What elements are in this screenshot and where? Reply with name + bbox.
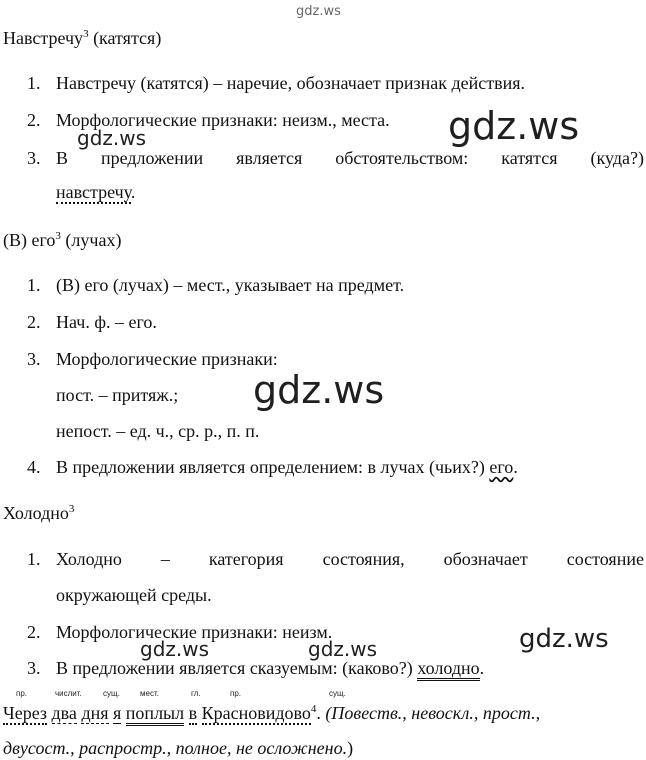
watermark-large: gdz.ws xyxy=(448,104,580,148)
watermark-medium: gdz.ws xyxy=(519,624,609,654)
item-text: В предложении является определением: в лучах (чьих?) xyxy=(56,457,490,477)
sentence-sup: 4 xyxy=(310,703,317,715)
list-item-continuation: окружающей среды. xyxy=(56,585,212,605)
section2-heading xyxy=(3,229,121,251)
word: состояние xyxy=(566,549,644,569)
sentence-analysis: (Повеств., невоскл., прост., xyxy=(325,703,541,723)
pos-tag: гл. xyxy=(191,689,201,698)
item-text: В предложении является сказуемым: (каково?) xyxy=(56,658,418,678)
heading-sup: 3 xyxy=(83,28,89,40)
list-item-continuation: непост. – ед. ч., ср. р., п. п. xyxy=(56,421,260,441)
list-number: 4. xyxy=(27,457,41,477)
pos-tag: сущ. xyxy=(103,689,120,698)
underlined-word: холодно xyxy=(417,658,479,681)
pos-tag: мест. xyxy=(140,689,159,698)
list-item: Морфологические признаки: неизм., места. xyxy=(56,110,390,130)
list-number: 2. xyxy=(27,110,41,130)
list-item: Морфологические признаки: xyxy=(56,349,278,369)
word: обстоятельством: xyxy=(335,148,469,168)
heading-word: (В) его xyxy=(3,230,56,250)
pos-tag: числит. xyxy=(55,689,82,698)
heading-word: Холодно xyxy=(3,503,69,523)
punct: . xyxy=(513,457,518,477)
pos-tag: пр. xyxy=(230,689,242,698)
list-item: (В) его (лучах) – мест., указывает на предмет. xyxy=(56,275,405,295)
underlined-word: его xyxy=(489,457,514,477)
list-item: Навстречу (катятся) – наречие, обозначает признак действия. xyxy=(56,73,525,93)
word: предложении xyxy=(100,148,204,168)
parsed-sentence-continuation xyxy=(3,737,353,759)
heading-sup: 3 xyxy=(68,503,75,515)
heading-rest: (катятся) xyxy=(88,28,162,48)
watermark-small: gdz.ws xyxy=(308,637,378,661)
list-number: 2. xyxy=(27,622,41,642)
watermark-large: gdz.ws xyxy=(253,368,385,412)
list-number: 1. xyxy=(27,73,41,93)
heading-sup: 3 xyxy=(55,230,61,242)
list-item xyxy=(56,456,518,478)
underlined-word: навстречу xyxy=(56,182,131,202)
sentence-word: поплыл xyxy=(126,703,184,726)
word: Холодно xyxy=(56,549,122,569)
list-number: 3. xyxy=(27,349,41,369)
sentence-word: Через xyxy=(3,703,48,723)
word: катятся xyxy=(501,148,558,168)
list-item: Морфологические признаки: неизм. xyxy=(56,622,333,642)
sentence-word: Красновидово xyxy=(201,703,311,723)
parsed-sentence: Через два дня я поплыл в Красновидово$^4$. (Повеств., невоскл., прост., xyxy=(3,702,540,724)
sentence-word: я xyxy=(113,703,122,723)
section1-heading xyxy=(3,27,161,49)
list-item-justified xyxy=(56,147,644,169)
list-item xyxy=(56,657,484,679)
punct: ) xyxy=(347,738,354,758)
word: обозначает xyxy=(443,549,528,569)
sentence-word: дня xyxy=(81,703,109,723)
sentence-word: в xyxy=(188,703,198,723)
list-item-justified xyxy=(56,548,644,570)
watermark-small: gdz.ws xyxy=(140,637,210,661)
list-number: 1. xyxy=(27,275,41,295)
punct: . xyxy=(479,658,485,678)
watermark-small: gdz.ws xyxy=(77,126,147,150)
list-item-continuation xyxy=(56,181,135,203)
sentence-word: два xyxy=(51,703,77,723)
list-number: 3. xyxy=(27,148,41,168)
word: – xyxy=(160,549,170,569)
section3-heading xyxy=(3,502,74,524)
word: (куда?) xyxy=(590,148,644,168)
word: В xyxy=(56,148,69,168)
word: состояния, xyxy=(322,549,405,569)
pos-tag: сущ. xyxy=(329,689,346,698)
list-item: Нач. ф. – его. xyxy=(56,312,157,332)
list-number: 2. xyxy=(27,312,41,332)
watermark-top: gdz.ws xyxy=(296,4,341,19)
punct: . xyxy=(130,182,136,202)
word: категория xyxy=(208,549,284,569)
word: является xyxy=(236,148,303,168)
heading-word: Навстречу xyxy=(3,28,84,48)
list-number: 3. xyxy=(27,658,41,678)
pos-tag: пр. xyxy=(16,689,28,698)
sentence-analysis: двусост., распростр., полное, не осложнено. xyxy=(3,738,348,758)
heading-rest: (лучах) xyxy=(60,230,122,250)
list-number: 1. xyxy=(27,549,41,569)
list-item-continuation: пост. – притяж.; xyxy=(56,385,179,405)
